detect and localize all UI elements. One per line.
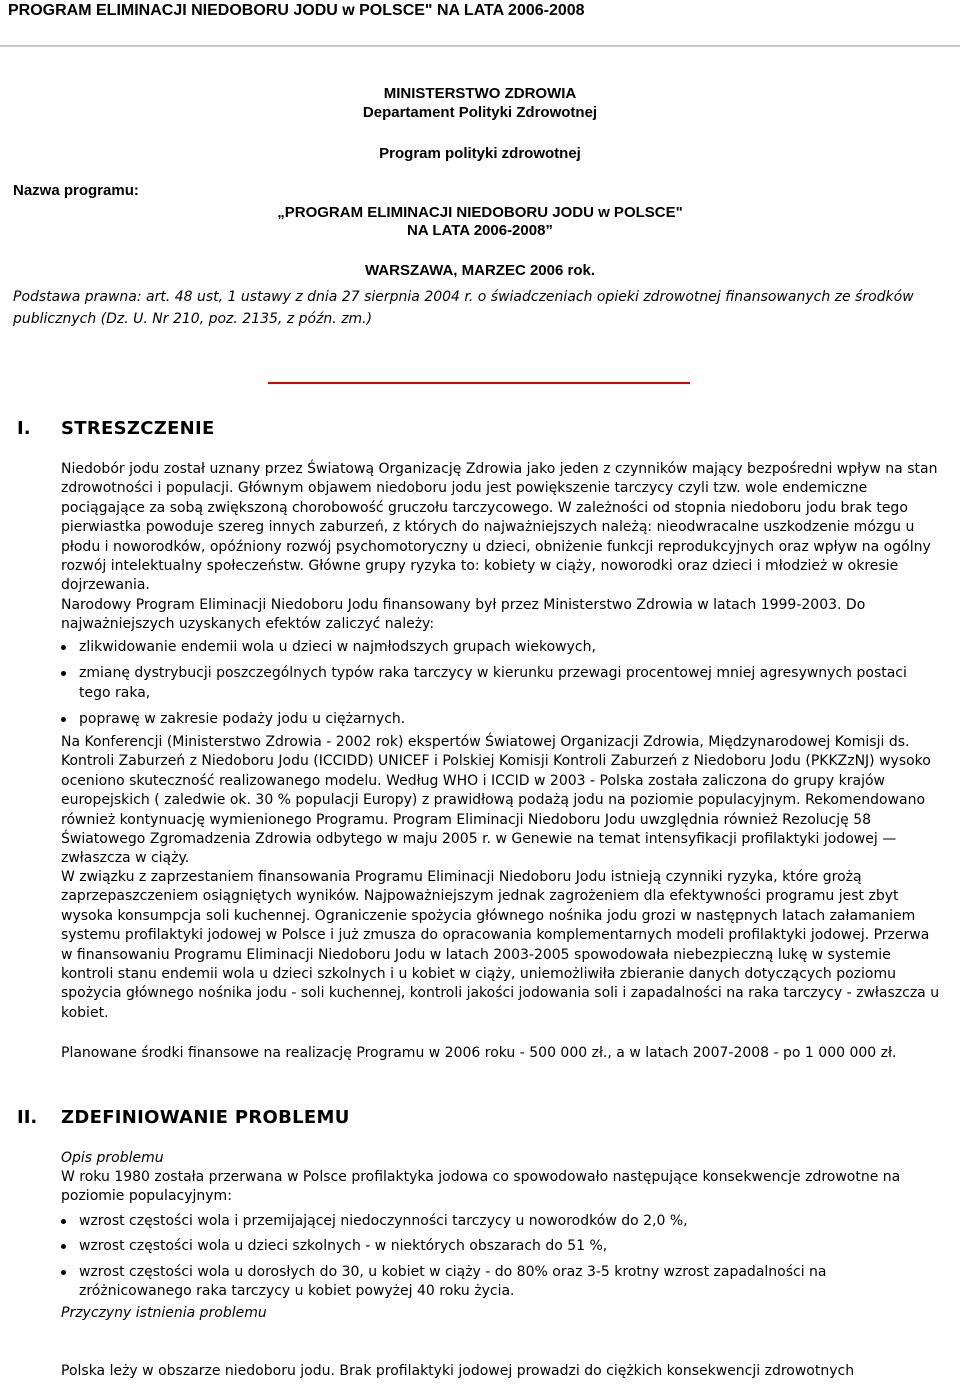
program-name-line1: „PROGRAM ELIMINACJI NIEDOBORU JODU w POLSCE" [277, 204, 683, 221]
list-item: wzrost częstości wola u dorosłych do 30, u kobiet w ciąży - do 80% oraz 3-5 krotny wzrost zapadalności na zróżnicowanego raka tarczycy u kobiet powyżej 40 roku życia. [61, 1263, 941, 1302]
section-1-paragraph-2: Narodowy Program Eliminacji Niedoboru Jodu finansowany był przez Ministerstwo Zdrowia w latach 1999-2003. Do najważniejszych uzyskanych efektów zaliczyć należy: [61, 597, 866, 633]
ministry-name: MINISTERSTWO ZDROWIA [383, 85, 577, 102]
program-name-label: Nazwa programu: [13, 182, 139, 199]
running-header-title: PROGRAM ELIMINACJI NIEDOBORU JODU w POLSCE" NA LATA 2006-2008 [8, 2, 585, 19]
section-2-title: ZDEFINIOWANIE PROBLEMU [61, 1107, 350, 1128]
program-name-line2: NA LATA 2006-2008” [407, 222, 553, 239]
department-name: Departament Polityki Zdrowotnej [362, 104, 598, 121]
section-2-bullet-list [61, 1212, 941, 1302]
list-item: wzrost częstości wola i przemijającej niedoczynności tarczycy u noworodków do 2,0 %, [61, 1212, 941, 1231]
section-2-number: II. [17, 1107, 38, 1128]
list-item: wzrost częstości wola u dzieci szkolnych - w niektórych obszarach do 51 %, [61, 1237, 941, 1256]
section-2-paragraph-2: Polska leży w obszarze niedoboru jodu. Brak profilaktyki jodowej prowadzi do ciężkich konsekwencji zdrowotnych [61, 1363, 855, 1379]
place-and-date: WARSZAWA, MARZEC 2006 rok. [364, 262, 596, 279]
section-2-subheading-2: Przyczyny istnienia problemu [61, 1305, 267, 1321]
section-2-paragraph-1: W roku 1980 została przerwana w Polsce profilaktyka jodowa co spowodowało następujące konsekwencje zdrowotne na poziomie populacyjnym: [61, 1169, 901, 1205]
header-divider [0, 45, 960, 47]
section-1-bullet-list [61, 638, 941, 730]
section-1-number: I. [17, 418, 31, 439]
red-divider [268, 382, 690, 384]
section-1-paragraph-1: Niedobór jodu został uznany przez Światową Organizację Zdrowia jako jeden z czynników mający bezpośredni wpływ na stan zdrowotności i populacji. Głównym objawem niedoboru jodu jest powiększenie tarczycy czyli tzw. wole endemiczne pociągające za sobą zwiększoną chorobowość gruczołu tarczycowego. W zależności od stopnia niedoboru jodu brak tego pierwiastka powoduje szereg innych zaburzeń, z których do najważniejszych należą: nieodwracalne uszkodzenie mózgu u płodu i noworodków, opóźniony rozwój psychomotoryczny u dzieci, obniżenie funkcji reprodukcyjnych oraz wpływ na ogólny rozwój intelektualny społeczeństw. Główne grupy ryzyka to: kobiety w ciąży, noworodki oraz dzieci i młodzież w okresie dojrzewania. [61, 461, 938, 594]
list-item: poprawę w zakresie podaży jodu u ciężarnych. [61, 710, 941, 729]
section-1-paragraph-3: Na Konferencji (Ministerstwo Zdrowia - 2002 rok) ekspertów Światowej Organizacji Zdrowia, Międzynarodowej Komisji ds. Kontroli Zaburzeń z Niedoboru Jodu (ICCIDD) UNICEF i Polskiej Komisji Kontroli Zaburzeń z Niedoboru Jodu (PKKZzNJ) wysoko oceniono skuteczność realizowanego modelu. Według WHO i ICCID w 2003 - Polska została zaliczona do grupy krajów europejskich ( zaledwie ok. 30 % populacji Europy) z prawidłową podażą jodu na poziomie populacyjnym. Rekomendowano również kontynuację wymienionego Programu. Program Eliminacji Niedoboru Jodu uwzględnia również Rezolucję 58 Światowego Zgromadzenia Zdrowia odbytego w maju 2005 r. w Genewie na temat intensyfikacji profilaktyki jodowej — zwłaszcza w ciąży. [61, 734, 931, 867]
section-2-subheading-1: Opis problemu [61, 1150, 164, 1166]
section-1-paragraph-5: Planowane środki finansowe na realizację Programu w 2006 roku - 500 000 zł., a w latach 2007-2008 - po 1 000 000 zł. [61, 1045, 897, 1061]
program-type: Program polityki zdrowotnej [379, 145, 581, 162]
section-1-title: STRESZCZENIE [61, 418, 215, 439]
list-item: zmianę dystrybucji poszczególnych typów raka tarczycy w kierunku przewagi procentowej mniej agresywnych postaci tego raka, [61, 664, 941, 703]
section-1-paragraph-4: W związku z zaprzestaniem finansowania Programu Eliminacji Niedoboru Jodu istnieją czynniki ryzyka, które grożą zaprzepaszczeniem osiągniętych wyników. Najpoważniejszym jednak zagrożeniem dla efektywności programu jest zbyt wysoka konsumpcja soli kuchennej. Ograniczenie spożycia głównego nośnika jodu grozi w następnych latach załamaniem systemu profilaktyki jodowej w Polsce i już zmusza do opracowania komplementarnych modeli profilaktyki jodowej. Przerwa w finansowaniu Programu Eliminacji Niedoboru Jodu w latach 2003-2005 spowodowała niebezpieczną lukę w systemie kontroli stanu endemii wola u dzieci szkolnych i u kobiet w ciąży, uniemożliwiła zbieranie danych dotyczących poziomu spożycia głównego nośnika jodu - soli kuchennej, kontroli jakości jodowania soli i zapadalności na raka tarczycy - zwłaszcza u kobiet. [61, 869, 940, 1021]
list-item: zlikwidowanie endemii wola u dzieci w najmłodszych grupach wiekowych, [61, 638, 941, 657]
legal-basis: Podstawa prawna: art. 48 ust, 1 ustawy z dnia 27 sierpnia 2004 r. o świadczeniach opieki zdrowotnej finansowanych ze środków publicznych (Dz. U. Nr 210, poz. 2135, z późn. zm.) [13, 289, 914, 327]
